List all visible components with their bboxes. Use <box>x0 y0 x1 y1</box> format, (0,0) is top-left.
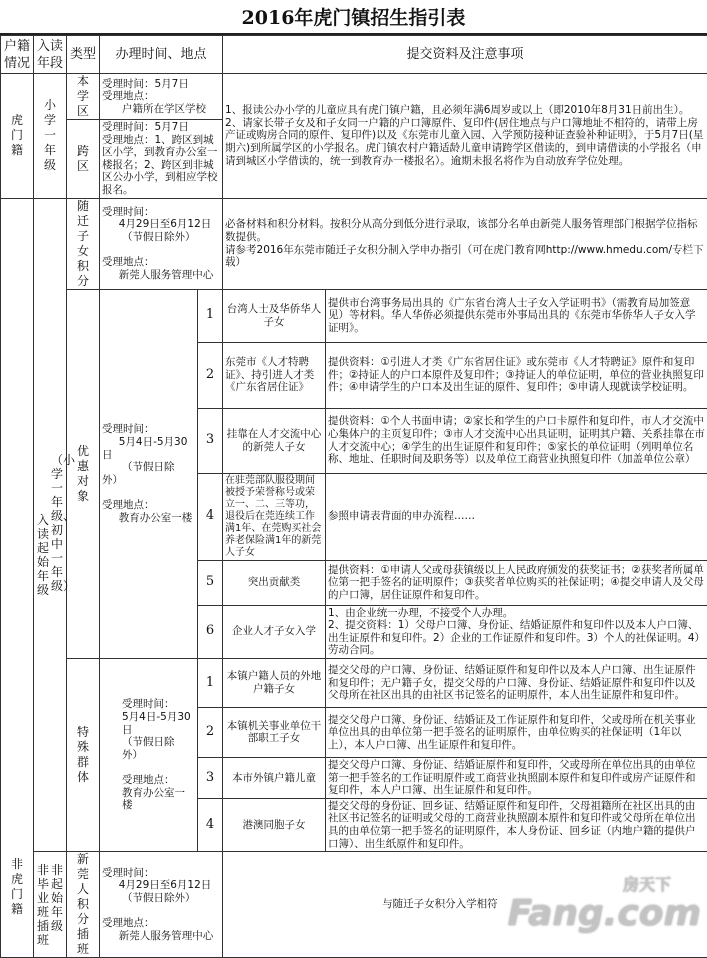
watermark-cn: 房天下 <box>623 876 671 894</box>
header-row <box>1 36 707 74</box>
item-number: 4 <box>198 473 223 560</box>
item-name: 本市外镇户籍儿童 <box>223 757 326 798</box>
item-number: 1 <box>198 658 223 707</box>
item-name: 本镇机关事业单位干部职工子女 <box>223 707 326 757</box>
item-number: 2 <box>198 342 223 408</box>
header-hukou: 户籍情况 <box>1 36 34 74</box>
grade-label-b: （小学一年级、初中一年级） <box>51 453 63 597</box>
grade-label: 小学一年级 <box>34 74 67 199</box>
materials: 1、报读公办小学的儿童应具有虎门镇户籍，且必须年满6周岁或以上（即2010年8月31日前出生）。 2、请家长带子女及和子女同一户籍的户口簿原件、复印件(居住地点与户口簿地址不相符的，请带上房产证或购房合同的原件、复印件)以及《东莞市儿童入园、入学预防接种证查验补种证明》，于5月7日(星期六)到所属学区的小学报名。虎门镇农村户籍适龄儿童申请跨学区借读的，到申请借读的小学报名（申请到城区小学借读的，统一到教育办一楼报名）。逾期未报名将作为自动放弃学位处理。 <box>223 74 707 199</box>
table-row <box>1 852 707 958</box>
item-number: 3 <box>198 757 223 798</box>
grade-label-a: 入读起始年级 <box>37 513 49 597</box>
materials: 提供资料：①个人书面申请；②家长和学生的户口卡原件和复印件，市人才交流中心集体户的主页复印件；③市人才交流中心出具证明，证明其户籍、关系挂靠在市人才交流中心；④学生的出生证原件和复印件；⑤家长的单位证明（列明单位名称、地址、任职时间及职务等）以及单位工商营业执照复印件（加盖单位公章） <box>326 408 707 473</box>
materials: 与随迁子女积分入学相符 <box>382 898 498 911</box>
materials: 提供资料：①申请人父或母获镇级以上人民政府颁发的获奖证书；②获奖者所属单位第一把手签名的证明原件；③获奖者单位购买的社保证明；④提交申请人及父母的户口簿，居住证原件和复印件。 <box>326 560 707 605</box>
hukou-nonlocal-label: 非虎门籍 <box>1 198 34 958</box>
grade-label-b: 非起始年级 <box>51 863 63 947</box>
page-title: 2016年虎门镇招生指引表 <box>0 0 707 35</box>
time-place: 受理时间： 4月29日至6月12日 （节假日除外） 受理地点： 新莞人服务管理中心 <box>100 198 223 289</box>
enrollment-guide-table <box>0 35 707 958</box>
type-label: 本学区 <box>67 74 100 120</box>
item-number: 4 <box>198 798 223 851</box>
materials: 必备材料和积分材料。按积分从高分到低分进行录取，该部分名单由新莞人服务管理部门根据学位指标数提供。 请参考2016年东莞市随迁子女积分制入学申办指引（可在虎门教育网http://www.hmedu.com/专栏下载） <box>223 198 707 289</box>
materials: 提交父母户口簿、身份证、结婚证原件和复印件，父或母所在单位出具的由单位第一把手签名的工作证明原件或工商营业执照副本原件和复印件或房产证原件和复印件，本人户口簿、出生证原件和复印件。 <box>326 757 707 798</box>
hukou-local-label: 虎门籍 <box>1 74 34 199</box>
item-number: 3 <box>198 408 223 473</box>
type-label: 新莞人积分插班 <box>67 852 100 958</box>
materials-cell <box>223 852 707 958</box>
header-time-place: 办理时间、地点 <box>100 36 223 74</box>
type-label: 优惠对象 <box>67 289 100 658</box>
item-number: 5 <box>198 560 223 605</box>
item-number: 2 <box>198 707 223 757</box>
materials: 提交父母户口簿、身份证、结婚证及工作证原件和复印件，父或母所在机关事业单位出具的由单位第一把手签名的证明原件，由单位购买的社保证明（1年以上），本人户口簿、出生证原件和复印件。 <box>326 707 707 757</box>
header-materials: 提交资料及注意事项 <box>223 36 707 74</box>
item-name: 在驻莞部队服役期间被授予荣誉称号或荣立一、二、三等功，退役后在莞连续工作满1年、在莞购买社会养老保险满1年的新莞人子女 <box>223 473 326 560</box>
time-place: 受理时间：5月7日 受理地点：1、跨区到城区小学，到教育办公室一楼报名；2、跨区到非城区公办小学，到相应学校报名。 <box>100 120 223 199</box>
materials: 提供资料：①引进人才类《广东省居住证》或东莞市《人才特聘证》原件和复印件；②持证人的户口本原件及复印件；③持证人的单位证明，单位的营业执照复印件；④申请学生的户口本及出生证的原件、复印件；⑤申请人现就读学校证明。 <box>326 342 707 408</box>
materials: 提交父母的户口簿、身份证、结婚证原件和复印件以及本人户口簿、出生证原件和复印件；无户籍子女，提交父母的户口簿、身份证、结婚证原件和复印件以及父母所在社区出具的由社区书记签名的证明原件，本人出生证原件和复印件。 <box>326 658 707 707</box>
fang-watermark-logo <box>508 876 701 934</box>
item-name: 东莞市《人才特聘证》、持引进人才类《广东省居住证》 <box>223 342 326 408</box>
materials: 提交父母的身份证、回乡证、结婚证原件和复印件，父母祖籍所在社区出具的由社区书记签名的证明或父母的工商营业执照副本原件和复印件或父母所在单位出具的由单位第一把手签名的证明原件，本人身份证、回乡证（内地户籍的提供户口簿）、出生纸原件和复印件。 <box>326 798 707 851</box>
item-number: 1 <box>198 289 223 342</box>
time-place: 受理时间： 4月29日至6月12日 （节假日除外） 受理地点： 新莞人服务管理中心 <box>100 852 223 958</box>
header-type: 类型 <box>67 36 100 74</box>
item-name: 港澳同胞子女 <box>223 798 326 851</box>
time-place: 受理时间： 5月4日-5月30日 （节假日除外） 受理地点： 教育办公室一楼 <box>100 658 198 851</box>
time-place: 受理时间：5月7日 受理地点： 户籍所在学区学校 <box>100 74 223 120</box>
table-row <box>1 289 707 342</box>
item-name: 台湾人士及华侨华人子女 <box>223 289 326 342</box>
grade-label <box>34 198 67 852</box>
table-row <box>1 198 707 289</box>
materials: 提供市台湾事务局出具的《广东省台湾人士子女入学证明书》（需教育局加签意见）等材料。华人华侨必须提供东莞市外事局出具的《东莞市华侨华人子女入学证明》。 <box>326 289 707 342</box>
item-name: 突出贡献类 <box>223 560 326 605</box>
item-number: 6 <box>198 605 223 658</box>
materials: 参照申请表背面的申办流程…… <box>326 473 707 560</box>
item-name: 企业人才子女入学 <box>223 605 326 658</box>
type-label: 跨区 <box>67 120 100 199</box>
time-place: 受理时间： 5月4日-5月30日 （节假日除外） 受理地点： 教育办公室一楼 <box>100 289 198 658</box>
type-label: 特殊群体 <box>67 658 100 851</box>
grade-label-a: 非毕业班插班 <box>37 863 49 947</box>
grade-label <box>34 852 67 958</box>
item-name: 本镇户籍人员的外地户籍子女 <box>223 658 326 707</box>
watermark-brand: Fang.com <box>508 894 701 934</box>
header-grade: 入读年段 <box>34 36 67 74</box>
materials: 1、由企业统一办理，不接受个人办理。 2、提交资料：1）父母户口簿、身份证、结婚证原件和复印件以及本人户口簿、出生证原件和复印件。2）企业的工作证原件和复印件。3）个人的社保证明。4）劳动合同。 <box>326 605 707 658</box>
type-label: 随迁子女积分 <box>67 198 100 289</box>
table-row <box>1 658 707 707</box>
table-row <box>1 74 707 120</box>
item-name: 挂靠在人才交流中心的新莞人子女 <box>223 408 326 473</box>
